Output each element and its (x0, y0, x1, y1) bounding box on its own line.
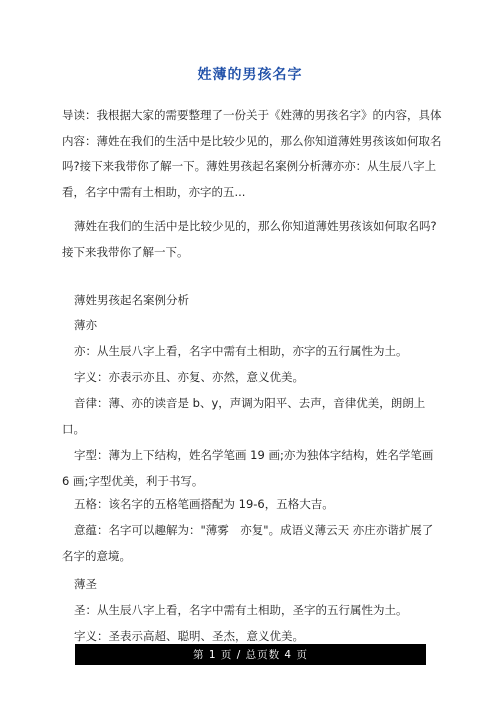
page-number-label: 第 1 页 / 总页数 4 页 (193, 649, 308, 661)
body-paragraph: 五格：该名字的五格笔画搭配为 19-6，五格大吉。 (74, 497, 334, 511)
section-heading: 薄姓男孩起名案例分析 (74, 293, 189, 307)
page-footer (75, 644, 426, 665)
body-paragraph: 音律：薄、亦的读音是 b、y，声调为阳平、去声，音律优美，朗朗上口。 (62, 396, 426, 436)
body-paragraph: 字义：亦表示亦且、亦复、亦然，意义优美。 (74, 370, 304, 384)
body-paragraph: 薄姓在我们的生活中是比较少见的，那么你知道薄姓男孩该如何取名吗?接下来我带你了解一下。 (62, 219, 437, 259)
body-paragraph: 意蕴：名字可以趣解为："薄雾 亦复"。成语义薄云天 亦庄亦谐扩展了名字的意境。 (62, 523, 434, 563)
body-paragraph: 亦：从生辰八字上看，名字中需有土相助，亦字的五行属性为土。 (74, 344, 408, 358)
body-paragraph: 字型：薄为上下结构，姓名学笔画 19 画;亦为独体字结构，姓名学笔画 6 画;字型优美，利于书写。 (62, 448, 434, 488)
body-paragraph: 圣：从生辰八字上看，名字中需有土相助，圣字的五行属性为土。 (74, 603, 408, 617)
document-title: 姓薄的男孩名字 (197, 67, 303, 83)
name-heading: 薄圣 (74, 577, 97, 591)
name-heading: 薄亦 (74, 318, 97, 332)
intro-paragraph: 导读：我根据大家的需要整理了一份关于《姓薄的男孩名字》的内容，具体内容：薄姓在我们的生活中是比较少见的，那么你知道薄姓男孩该如何取名吗?接下来我带你了解一下。薄姓男孩起名案例分析薄亦亦：从生辰八字上看，名字中需有土相助，亦字的五... (62, 108, 442, 199)
body-paragraph: 字义：圣表示高超、聪明、圣杰，意义优美。 (74, 629, 304, 643)
